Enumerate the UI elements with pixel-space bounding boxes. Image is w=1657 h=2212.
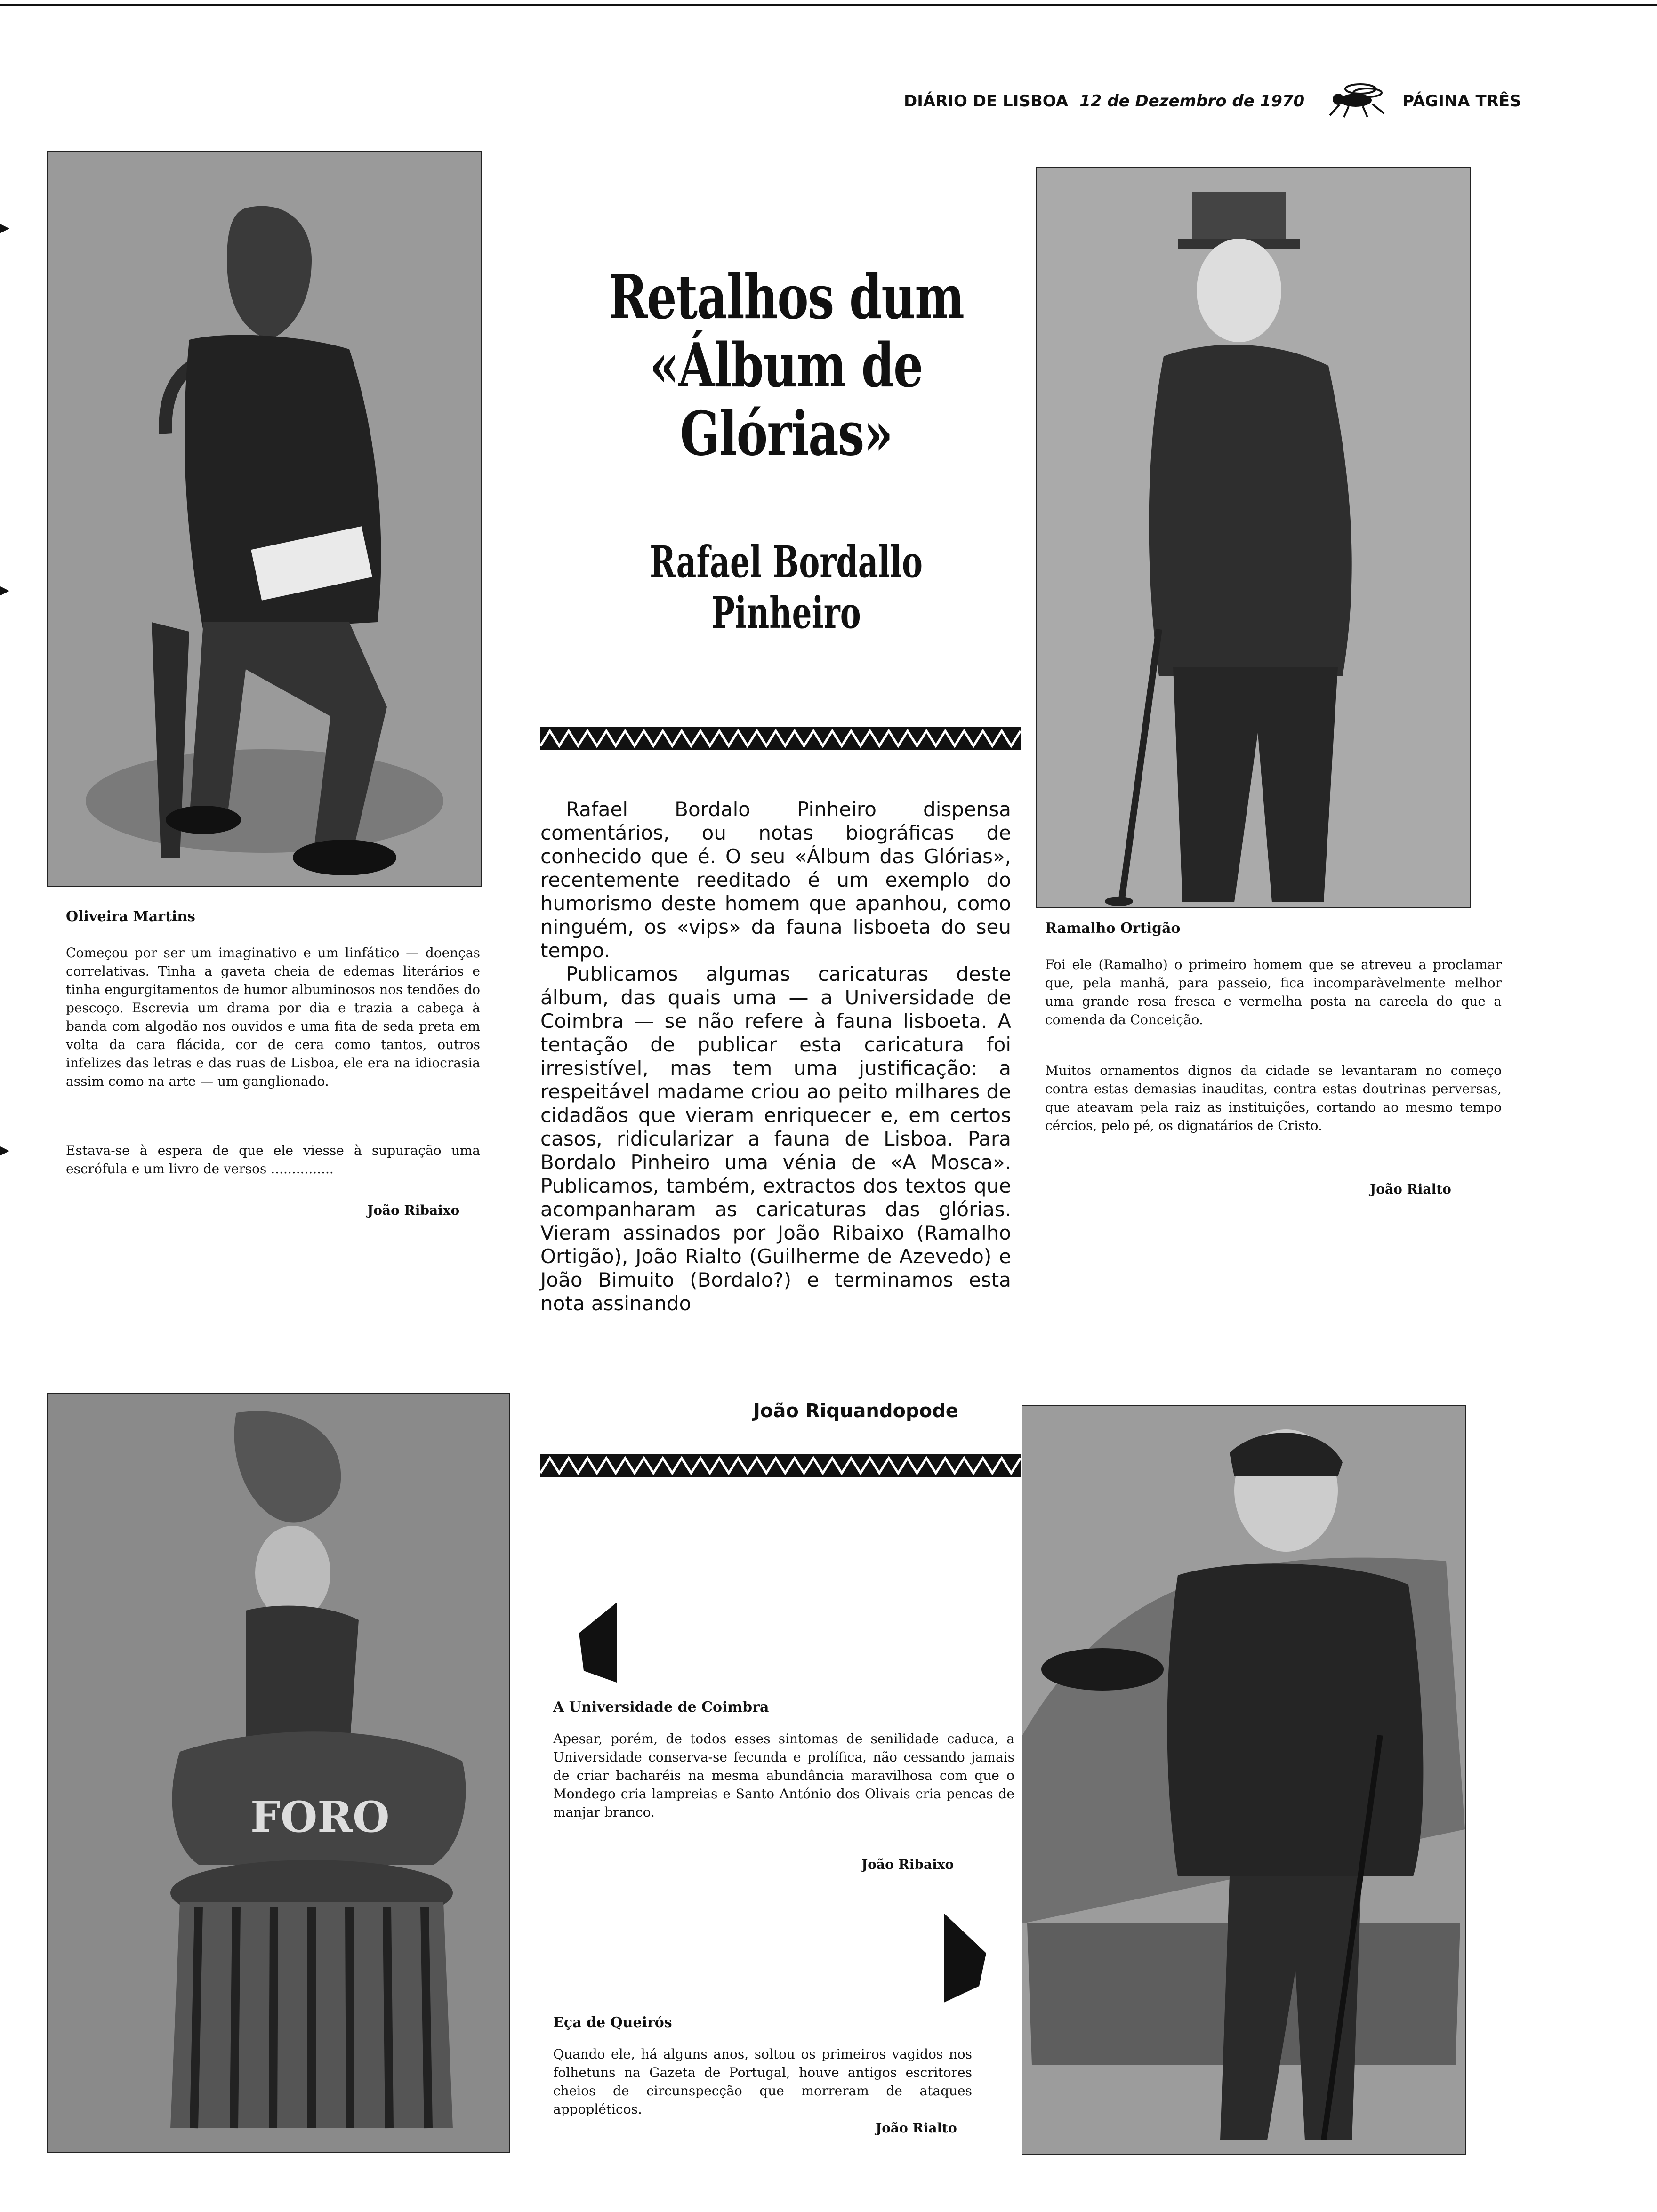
margin-mark: ▸ (0, 1139, 10, 1161)
intro-signature: João Riquandopode (753, 1400, 958, 1422)
left-arrow-icon (574, 1600, 621, 1685)
article-title (588, 264, 984, 468)
zigzag-divider-top (540, 727, 1021, 750)
newspaper-name: DIÁRIO DE LISBOA (904, 92, 1069, 111)
article-title-line-2: «Álbum de Glórias» (650, 330, 923, 469)
skirt-lettering: FORO (250, 1792, 390, 1842)
page-number: PÁGINA TRÊS (1402, 92, 1521, 111)
margin-mark: ▸ (0, 216, 10, 238)
oliveira-martins-caricature (47, 151, 482, 887)
universidade-coimbra-caricature (47, 1393, 510, 2153)
oliveira-caption-text: Começou por ser um imaginativo e um linfático — doenças correlativas. Tinha a gaveta cheia de edemas literários e tinha engurgitamentos de humor albuminosos nos tendões do pescoço. Escrevia um drama por dia e trazia a cabeça à banda com algodão nos ouvidos e uma fita de seda preta em volta da cara flácida, cor de cera como tantos, outros infelizes das letras e das ruas de Lisboa, ele era na idiocrasia assim como na arte — um ganglionado. (66, 945, 480, 1089)
ramalho-ortigao-caricature (1036, 167, 1471, 908)
oliveira-caption-title: Oliveira Martins (66, 908, 195, 925)
fly-icon (1320, 80, 1391, 122)
margin-mark: ▸ (0, 579, 10, 601)
article-subtitle: Rafael Bordallo Pinheiro (649, 537, 923, 638)
eca-de-queiros-caricature (1022, 1405, 1466, 2155)
header-date: 12 de Dezembro de 1970 (1079, 92, 1305, 111)
right-arrow-icon (939, 1911, 991, 2005)
coimbra-caption-text: Apesar, porém, de todos esses sintomas de senilidade caduca, a Universidade conserva-se fecunda e prolífica, não cessando jamais de criar bacharéis na mesma abundância maravilhosa com que o Mondego cria lampreias e Santo António dos Olivais cria pencas de manjar branco. (553, 1731, 1014, 1820)
coimbra-caption-title: A Universidade de Coimbra (553, 1699, 769, 1715)
eca-signature: João Rialto (876, 2120, 957, 2136)
intro-paragraph-2: Publicamos algumas caricaturas deste álbum, das quais uma — a Universidade de Coimbra — se não refere à fauna lisboeta. A tentação de publicar esta caricatura foi irresistível, mas tem uma justificação: a respeitável madame criou ao peito milhares de cidadãos que vieram enriquecer e, em certos casos, ridicularizar a fauna de Lisboa. Para Bordalo Pinheiro uma vénia de «A Mosca». Publicamos, também, extractos dos textos que acompanharam as caricaturas das glórias. Vieram assinados por João Ribaixo (Ramalho Ortigão), João Rialto (Guilherme de Azevedo) e João Bimuito (Bordalo?) e terminamos esta nota assinando (540, 962, 1011, 1315)
article-title-line-1: Retalhos dum (608, 262, 964, 333)
intro-paragraph-1: Rafael Bordalo Pinheiro dispensa comentários, ou notas biográficas de conhecido que é. O seu «Álbum das Glórias», recentemente reeditado é um exemplo do humorismo deste homem que apanhou, como ninguém, os «vips» da fauna lisboeta do seu tempo. (540, 798, 1011, 962)
oliveira-signature: João Ribaixo (367, 1202, 460, 1218)
page-header (904, 85, 1521, 118)
eca-caption-title: Eça de Queirós (553, 2014, 672, 2031)
ramalho-caption-text: Foi ele (Ramalho) o primeiro homem que se atreveu a proclamar que, pela manhã, para passeio, fica incomparàvelmente melhor uma grande rosa fresca e vermelha posta na careela do que a comenda da Conceição. (1045, 957, 1502, 1027)
coimbra-signature: João Ribaixo (861, 1857, 954, 1872)
ramalho-signature: João Rialto (1370, 1181, 1451, 1197)
top-rule (0, 4, 1657, 6)
ramalho-caption-text-2: Muitos ornamentos dignos da cidade se levantaram no começo contra estas demasias inauditas, contra estas doutrinas perversas, que ateavam pela raiz as instituições, cortando ao mesmo tempo cércios, pelo pé, os dignatários de Cristo. (1045, 1063, 1502, 1133)
zigzag-divider-bottom (540, 1454, 1021, 1477)
ramalho-caption-title: Ramalho Ortigão (1045, 920, 1181, 937)
article-intro (540, 798, 1011, 1315)
eca-caption-text: Quando ele, há alguns anos, soltou os primeiros vagidos nos folhetuns na Gazeta de Portugal, houve antigos escritores cheios de circunspecção que morreram de ataques appopléticos. (553, 2046, 972, 2117)
oliveira-caption-text-2: Estava-se à espera de que ele viesse à supuração uma escrófula e um livro de versos ............... (66, 1143, 480, 1177)
